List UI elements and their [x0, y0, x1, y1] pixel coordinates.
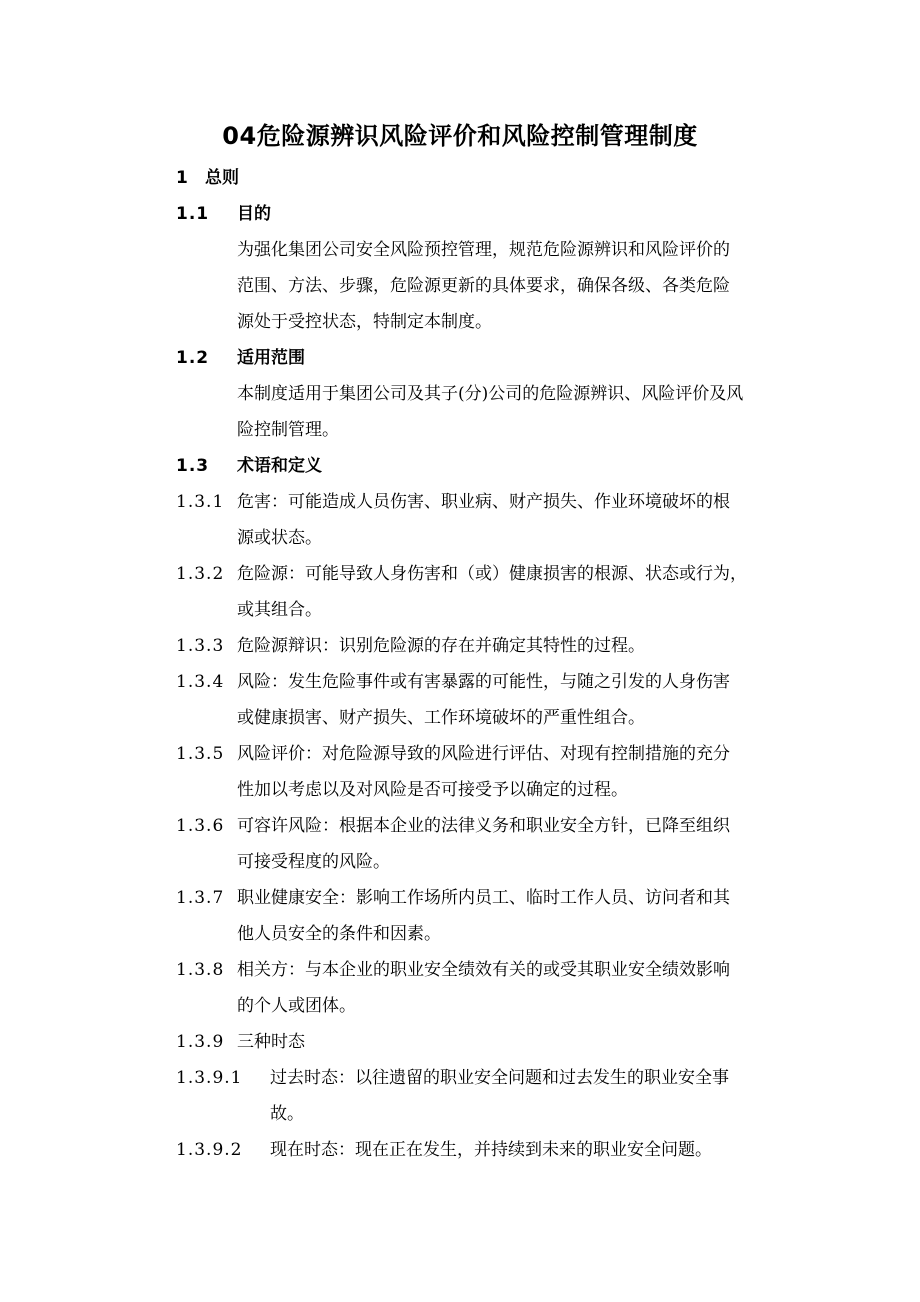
definition-continuation: 的个人或团体。 [237, 996, 356, 1016]
section-number: 1.3 [176, 456, 210, 476]
definition-number: 1.3.3 [176, 636, 225, 656]
section-number: 1.1 [176, 204, 210, 224]
definition-number: 1.3.5 [176, 744, 225, 764]
definition-number: 1.3.9 [176, 1032, 225, 1052]
paragraph-line: 险控制管理。 [237, 420, 339, 440]
definition-number: 1.3.9.2 [176, 1140, 243, 1160]
definition-number: 1.3.8 [176, 960, 225, 980]
definition-number: 1.3.7 [176, 888, 225, 908]
paragraph-line: 源处于受控状态，特制定本制度。 [237, 312, 492, 332]
definition-text: 现在时态：现在正在发生，并持续到未来的职业安全问题。 [270, 1140, 712, 1160]
definition-continuation: 性加以考虑以及对风险是否可接受予以确定的过程。 [237, 780, 628, 800]
definition-text: 风险：发生危险事件或有害暴露的可能性，与随之引发的人身伤害 [237, 672, 730, 692]
section-title: 目的 [237, 204, 271, 224]
definition-text: 危险源：可能导致人身伤害和（或）健康损害的根源、状态或行为， [237, 564, 747, 584]
definition-number: 1.3.1 [176, 492, 225, 512]
paragraph-line: 为强化集团公司安全风险预控管理，规范危险源辨识和风险评价的 [237, 240, 730, 260]
definition-text: 可容许风险：根据本企业的法律义务和职业安全方针，已降至组织 [237, 816, 730, 836]
paragraph-line: 本制度适用于集团公司及其子(分)公司的危险源辨识、风险评价及风 [237, 384, 744, 404]
definition-continuation: 可接受程度的风险。 [237, 852, 390, 872]
paragraph-line: 范围、方法、步骤，危险源更新的具体要求，确保各级、各类危险 [237, 276, 730, 296]
definition-continuation: 或其组合。 [237, 600, 322, 620]
definition-text: 三种时态 [237, 1032, 305, 1052]
definition-number: 1.3.6 [176, 816, 225, 836]
definition-text: 危害：可能造成人员伤害、职业病、财产损失、作业环境破坏的根 [237, 492, 730, 512]
definition-continuation: 源或状态。 [237, 528, 322, 548]
section-title: 术语和定义 [237, 456, 322, 476]
definition-continuation: 或健康损害、财产损失、工作环境破坏的严重性组合。 [237, 708, 645, 728]
definition-number: 1.3.4 [176, 672, 225, 692]
section-number: 1.2 [176, 348, 210, 368]
section-title: 适用范围 [237, 348, 305, 368]
definition-number: 1.3.2 [176, 564, 225, 584]
definition-continuation: 他人员安全的条件和因素。 [237, 924, 441, 944]
section-title: 总则 [205, 168, 239, 188]
definition-text: 相关方：与本企业的职业安全绩效有关的或受其职业安全绩效影响 [237, 960, 730, 980]
definition-text: 过去时态：以往遗留的职业安全问题和过去发生的职业安全事 [270, 1068, 729, 1088]
definition-text: 职业健康安全：影响工作场所内员工、临时工作人员、访问者和其 [237, 888, 730, 908]
section-number: 1 [176, 168, 189, 188]
definition-text: 风险评价：对危险源导致的风险进行评估、对现有控制措施的充分 [237, 744, 730, 764]
document-title: 04危险源辨识风险评价和风险控制管理制度 [222, 122, 698, 150]
definition-text: 危险源辩识：识别危险源的存在并确定其特性的过程。 [237, 636, 645, 656]
definition-continuation: 故。 [270, 1104, 304, 1124]
definition-number: 1.3.9.1 [176, 1068, 243, 1088]
